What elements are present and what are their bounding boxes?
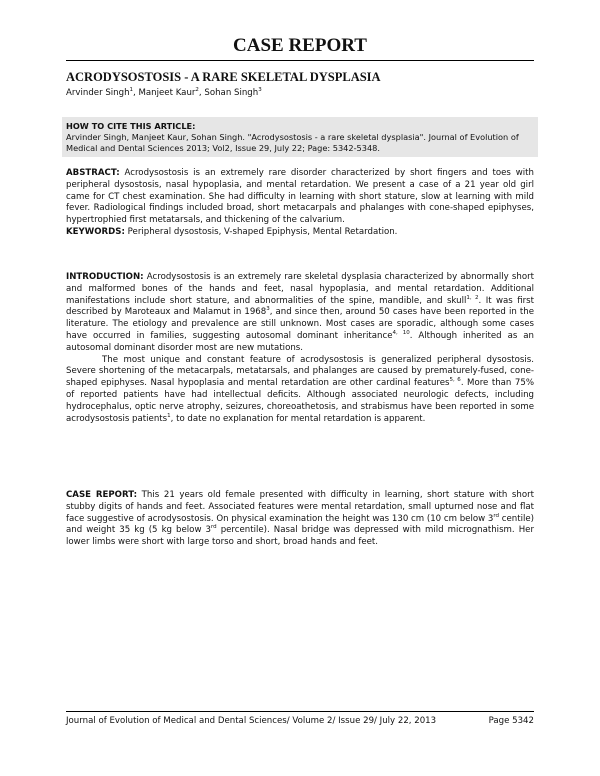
case-report-text: percentile). Nasal bridge was depressed with mild micrognathism. Her lower limbs were short with large torso and short, broad hands and feet. xyxy=(66,525,534,548)
intro-text: , to date no explanation for mental retardation is apparent. xyxy=(170,413,426,424)
intro-text: . More than 75% of reported patients have had intellectual deficits. Although associated neurologic defects, including hydrocephalus, optic nerve atrophy, seizures, choreoathetosis, and strabismus have been reported in some acrodysostosis patients xyxy=(66,378,534,424)
intro-text: , and since then, around 50 cases have been reported in the literature. The etiology and prevalence are still unknown. Most cases are sporadic, although some cases have occurred in families, suggesting autosomal dominant inheritance xyxy=(66,307,534,341)
abstract-section xyxy=(66,168,534,239)
intro-text: Acrodysostosis is an extremely rare skeletal dysplasia characterized by abnormally short and malformed bones of the hands and feet, nasal hypoplasia, and mental retardation. Additional manifestations include short stature, and abnormalities of the spine, mandible, and skull xyxy=(66,272,534,306)
footer-journal: Journal of Evolution of Medical and Dental Sciences/ Volume 2/ Issue 29/ July 22, 2013 xyxy=(66,716,437,726)
header-rule xyxy=(66,60,534,61)
ordinal-suffix: rd xyxy=(493,512,499,519)
article-title: ACRODYSOSTOSIS - A RARE SKELETAL DYSPLASIA xyxy=(66,70,381,84)
author-name: Manjeet Kaur xyxy=(138,88,196,98)
author-name: Sohan Singh xyxy=(204,88,259,98)
footer-rule xyxy=(66,711,534,712)
intro-text: The most unique and constant feature of acrodysostosis is generalized peripheral dysostosis. Severe shortening of the metacarpals, metatarsals, and phalanges are caused by prematurely-fused, cone-shaped epiphyses. Nasal hypoplasia and mental retardation are other cardinal features xyxy=(66,354,534,389)
introduction-label: INTRODUCTION: xyxy=(66,272,144,282)
citation-ref: 1, 2 xyxy=(466,294,479,301)
citation-ref: 1 xyxy=(167,412,171,419)
page-title: CASE REPORT xyxy=(233,35,367,56)
author-list xyxy=(66,88,262,98)
abstract-text: Acrodysostosis is an extremely rare disorder characterized by short fingers and toes with peripheral dysostosis, nasal hypoplasia, and mental retardation. We present a case of a 21 year old girl came for CT chest examination. She had difficulty in learning with short stature, slow at learning with mild fever. Radiological findings included broad, short metacarpals and phalanges with cone-shaped epiphyses, hypertrophied first metatarsals, and thickening of the calvarium. xyxy=(66,168,534,226)
author-affiliation: 2 xyxy=(195,87,199,94)
intro-text: . Although inherited as an autosomal dominant disorder most are new mutations. xyxy=(66,330,534,353)
author-affiliation: 3 xyxy=(258,87,262,94)
author-affiliation: 1 xyxy=(129,87,134,94)
intro-text: . It was first described by Maroteaux and Malamut in 1968 xyxy=(66,295,534,318)
keywords-label: KEYWORDS: xyxy=(66,226,125,237)
abstract-label: ABSTRACT: xyxy=(66,168,120,178)
author-name: Arvinder Singh xyxy=(66,88,130,98)
keywords-text: Peripheral dysostosis, V-shaped Epiphysis, Mental Retardation. xyxy=(124,226,398,237)
case-report-label: CASE REPORT: xyxy=(66,490,138,500)
citation-text: Arvinder Singh, Manjeet Kaur, Sohan Singh. "Acrodysostosis - a rare skeletal dysplasia". Journal of Evolution of Medical and Dental Sciences 2013; Vol2, Issue 29, July 22; Page: 5342-5348. xyxy=(66,132,519,153)
citation-heading: HOW TO CITE THIS ARTICLE: xyxy=(66,121,196,131)
case-report-section xyxy=(66,490,534,549)
citation-ref: 3 xyxy=(266,306,270,313)
citation-ref: 4, 10 xyxy=(392,330,410,337)
author-separator: , xyxy=(198,88,205,98)
footer-page-number: Page 5342 xyxy=(488,716,534,726)
introduction-section xyxy=(66,272,534,425)
ordinal-suffix: rd xyxy=(210,524,217,531)
case-report-text: centile) and weight 35 kg (5 kg below 3 xyxy=(66,513,534,536)
author-separator: , xyxy=(133,88,139,98)
citation-ref: 5, 6 xyxy=(449,377,461,384)
case-report-text: This 21 years old female presented with difficulty in learning, short stature with short stubby digits of hands and feet. Associated features were mental retardation, small upturned nose and flat face suggestive of acrodysostosis. On physical examination the height was 130 cm (10 cm below 3 xyxy=(66,490,534,524)
